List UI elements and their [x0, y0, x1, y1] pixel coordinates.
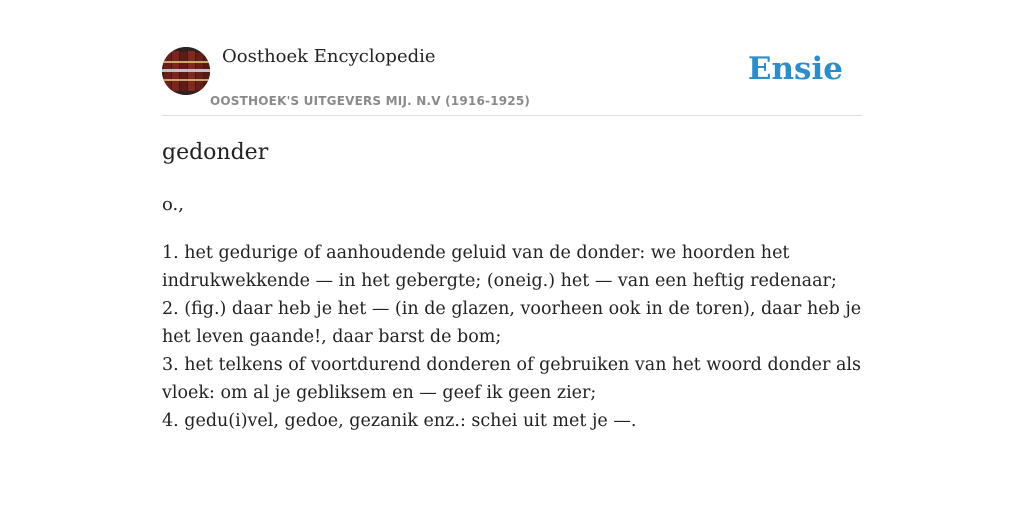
- definition-item: 4. gedu(i)vel, gedoe, gezanik enz.: schei uit met je —.: [162, 411, 637, 431]
- entry-title: gedonder: [162, 140, 269, 165]
- part-of-speech: o.,: [162, 194, 184, 215]
- publisher-label: OOSTHOEK'S UITGEVERS MIJ. N.V (1916-1925): [210, 94, 531, 108]
- source-header: [162, 0, 862, 116]
- definition-item: 1. het gedurige of aanhoudende geluid van de donder: we hoorden het indrukwekkende — in het gebergte; (oneig.) het — van een heftig redenaar;: [162, 243, 837, 291]
- entry-card: [162, 0, 862, 431]
- ensie-logo-link[interactable]: Ensie: [747, 51, 843, 87]
- definition-item: 2. (fig.) daar heb je het — (in de glazen, voorheen ook in de toren), daar heb je het leven gaande!, daar barst de bom;: [162, 299, 862, 347]
- book-spines-icon: [162, 47, 210, 95]
- encyclopedia-books-avatar[interactable]: [162, 47, 210, 95]
- definition-list: [162, 239, 862, 435]
- site-name[interactable]: Oosthoek Encyclopedie: [222, 46, 436, 67]
- definition-item: 3. het telkens of voortdurend donderen of gebruiken van het woord donder als vloek: om al je gebliksem en — geef ik geen zier;: [162, 355, 861, 403]
